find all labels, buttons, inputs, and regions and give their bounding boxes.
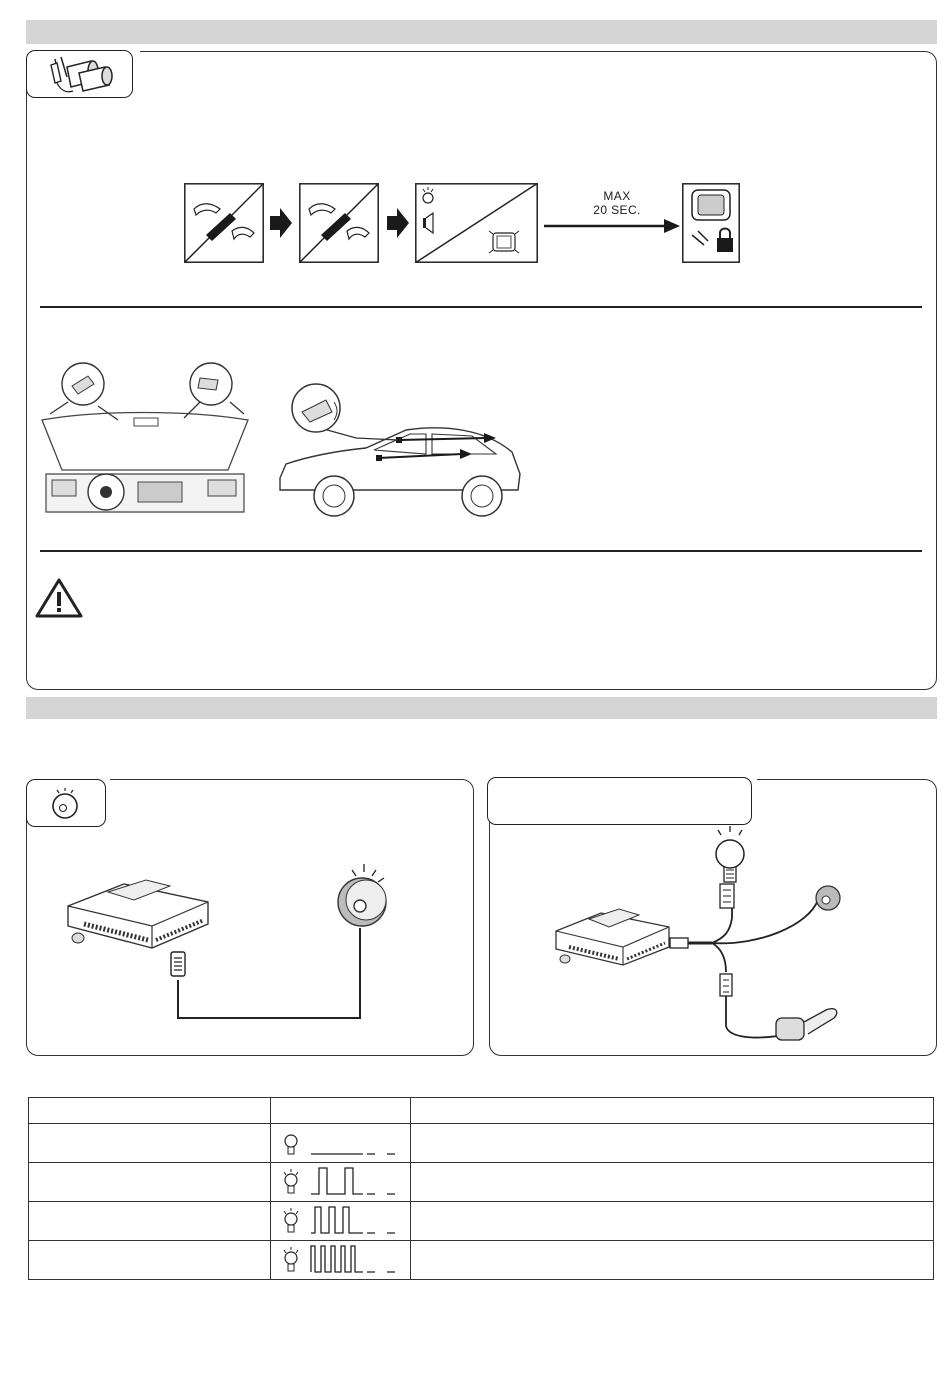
section-header-band-2: [26, 697, 937, 719]
table-cell-description: [411, 1241, 934, 1280]
table-cell-description: [411, 1124, 934, 1163]
table-row: [29, 1124, 934, 1163]
table-cell-label: [29, 1202, 271, 1241]
table-row: [29, 1241, 934, 1280]
divider-1: [40, 306, 922, 308]
warning-triangle-icon: [34, 577, 84, 619]
led-steady-pattern: [271, 1125, 409, 1161]
table-cell-description: [411, 1163, 934, 1202]
windshield-illustration: [38, 362, 252, 522]
table-cell-description: [411, 1202, 934, 1241]
led-medium-blink-pattern: [271, 1203, 409, 1239]
table-cell-label: [29, 1124, 271, 1163]
section-header-band: [26, 20, 937, 44]
kit-tab: [487, 777, 752, 825]
led-tab: [26, 779, 106, 827]
led-pattern-cell: [271, 1163, 411, 1202]
step-arrow-2: [387, 208, 409, 238]
step-box-result: [682, 183, 740, 263]
led-indicator-icon: [27, 780, 103, 824]
ultrasonic-sensor-icon: [27, 51, 130, 95]
control-unit-right: [553, 905, 673, 973]
step-box-1: [184, 183, 264, 263]
table-header-cell: [29, 1098, 271, 1124]
car-top-icon: [489, 231, 519, 253]
wiring-harness: [668, 822, 868, 1052]
table-header-cell: [271, 1098, 411, 1124]
led-pattern-cell: [271, 1241, 411, 1280]
max-time-arrow: [544, 218, 680, 234]
table-header-cell: [411, 1098, 934, 1124]
step-box-2: [299, 183, 379, 263]
table-row: [29, 1202, 934, 1241]
max-time-label: MAX 20 SEC.: [593, 189, 641, 217]
led-slow-blink-pattern: [271, 1164, 409, 1200]
car-side-illustration: [276, 378, 526, 520]
table-row: [29, 1163, 934, 1202]
led-fast-blink-pattern: [271, 1242, 409, 1278]
sensor-tab: [26, 50, 133, 98]
step-box-3: [415, 183, 538, 263]
table-header-row: [29, 1098, 934, 1124]
table-cell-label: [29, 1241, 271, 1280]
table-cell-label: [29, 1163, 271, 1202]
step-arrow-1: [270, 208, 292, 238]
led-pattern-table: [28, 1097, 934, 1280]
led-pattern-cell: [271, 1124, 411, 1163]
led-indicator-left: [334, 860, 394, 928]
divider-2: [40, 550, 922, 552]
led-pattern-cell: [271, 1202, 411, 1241]
